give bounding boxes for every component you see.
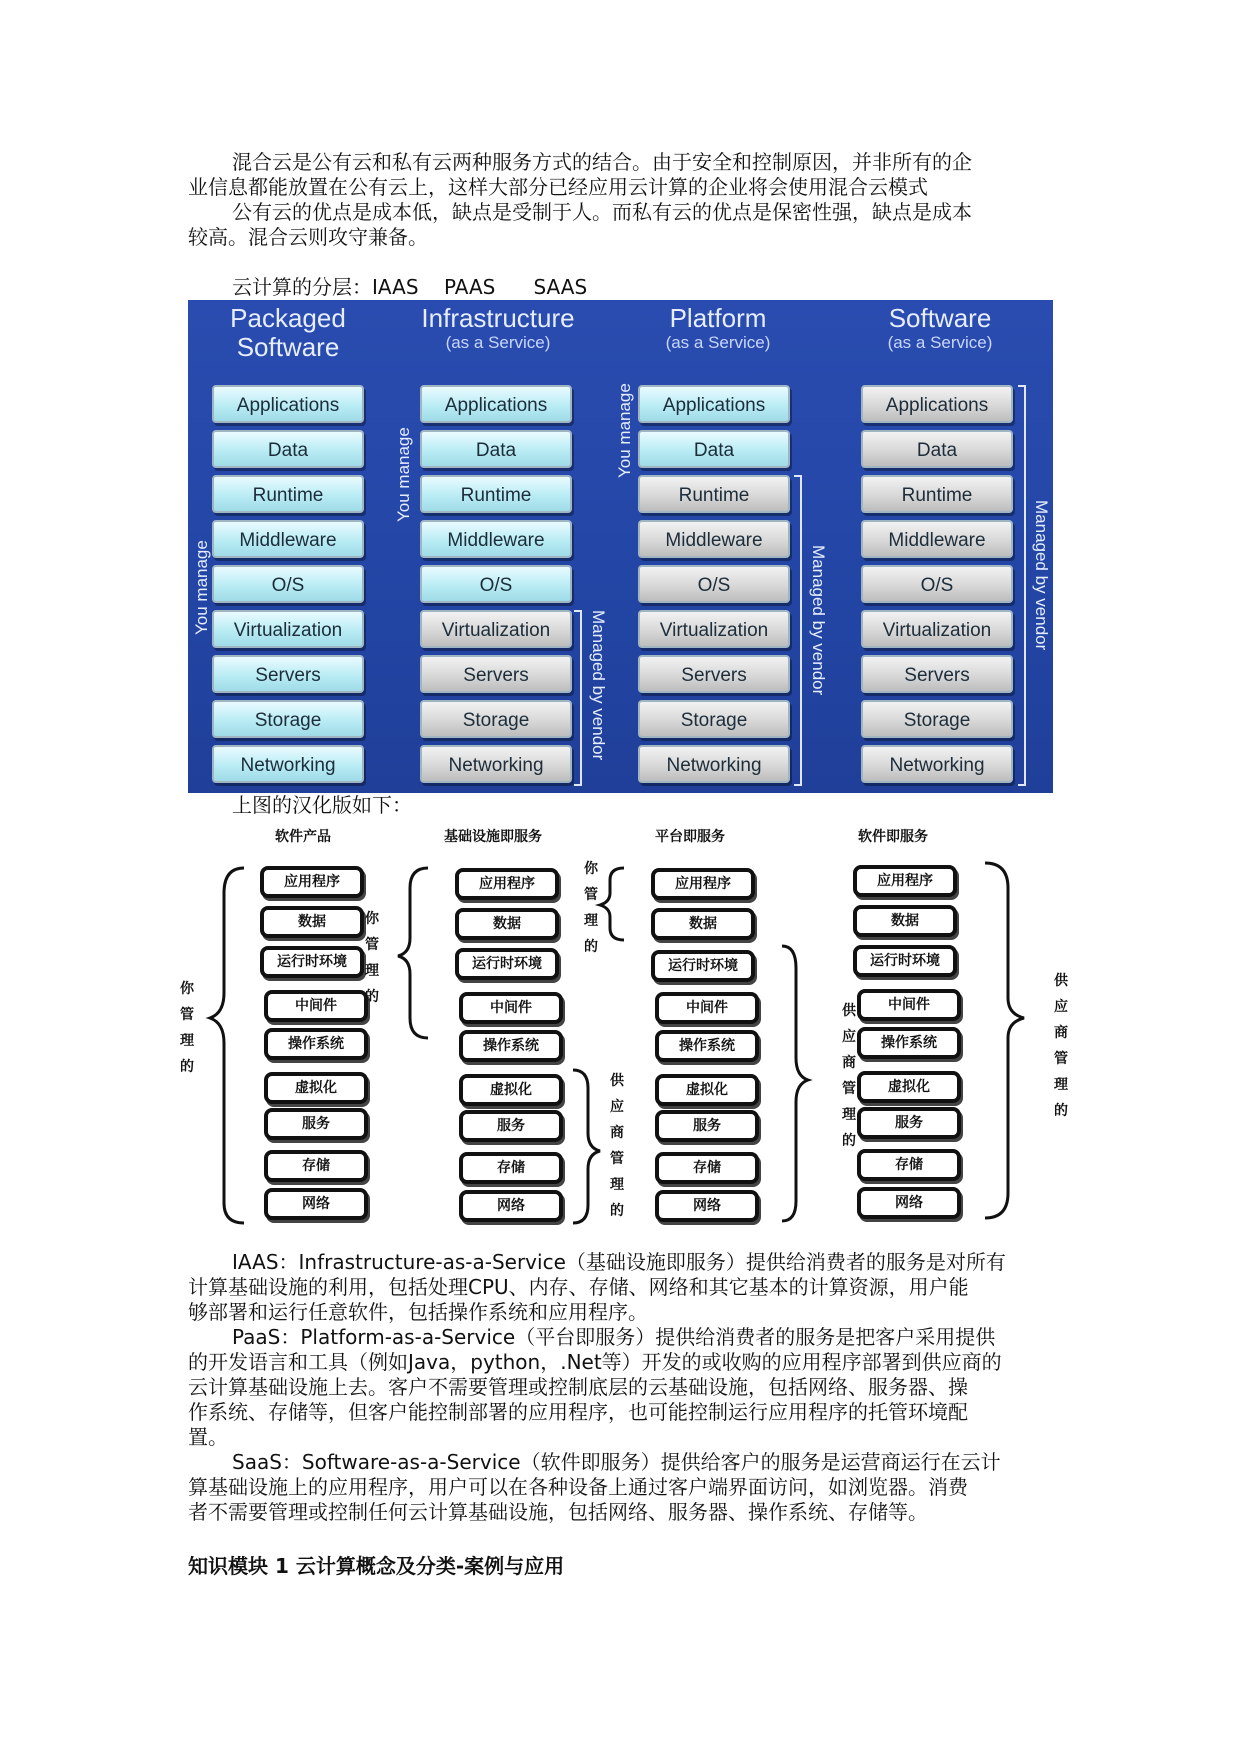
layer-box-cn: 网络	[857, 1187, 961, 1219]
column-title: Software	[236, 332, 340, 362]
column-heading-iaas	[378, 304, 618, 353]
diagram-caption	[188, 793, 1053, 818]
layer-box-cn: 服务	[857, 1107, 961, 1139]
managed-by-vendor-label: Managed by vendor	[1032, 500, 1051, 651]
layer-box-cn: 存储	[857, 1149, 961, 1181]
layer-box-cn: 存储	[655, 1152, 759, 1184]
cn-column-heading: 基础设施即服务	[444, 829, 542, 845]
brace-left	[600, 868, 624, 940]
layer-box-cn: 数据	[651, 908, 755, 940]
column-title: Infrastructure	[421, 303, 575, 333]
layer-box-cn: 操作系统	[857, 1027, 961, 1059]
layers-line	[188, 275, 1053, 300]
layer-box-cn: 运行时环境	[853, 945, 957, 977]
layer-box: Applications	[420, 385, 572, 423]
cn-column-heading: 软件产品	[275, 829, 331, 845]
paas-description	[188, 1325, 1053, 1450]
layer-box-cn: 服务	[459, 1110, 563, 1142]
layer-box: Applications	[638, 385, 790, 423]
text-line: 云计算基础设施上去。客户不需要管理或控制底层的云基础设施，包括网络、服务器、操	[188, 1375, 968, 1399]
layer-box-cn: 存储	[459, 1152, 563, 1184]
layer-box-cn: 应用程序	[853, 865, 957, 897]
layer-box-cn: 操作系统	[459, 1030, 563, 1062]
layer-box-cn: 服务	[655, 1110, 759, 1142]
cloud-layers-diagram-chinese	[180, 818, 1068, 1238]
layer-box-cn: 服务	[264, 1108, 368, 1140]
layer-box: Data	[861, 430, 1013, 468]
layer-box-cn: 数据	[260, 906, 364, 938]
vendor-manage-label-cn: 供应商管理的	[1054, 973, 1068, 1119]
layer-box: Data	[420, 430, 572, 468]
layer-box-cn: 中间件	[655, 992, 759, 1024]
layer-box: Storage	[212, 700, 364, 738]
layer-box: Middleware	[638, 520, 790, 558]
layer-box: Networking	[212, 745, 364, 783]
intro-paragraph-2	[188, 200, 1053, 250]
managed-by-vendor-label: Managed by vendor	[589, 610, 608, 761]
text-line: 够部署和运行任意软件，包括操作系统和应用程序。	[188, 1300, 648, 1324]
text-line: 上图的汉化版如下：	[232, 793, 412, 817]
you-manage-label: You manage	[615, 383, 634, 478]
layer-box-cn: 虚拟化	[655, 1074, 759, 1106]
layer-box-cn: 操作系统	[264, 1028, 368, 1060]
layer-box: Virtualization	[638, 610, 790, 648]
you-manage-label: You manage	[394, 427, 413, 522]
layer-box-cn: 应用程序	[455, 868, 559, 900]
layer-box: Data	[638, 430, 790, 468]
text-line: 计算基础设施的利用，包括处理CPU、内存、存储、网络和其它基本的计算资源，用户能	[188, 1275, 969, 1299]
vendor-bracket	[574, 610, 582, 786]
layer-box: Runtime	[212, 475, 364, 513]
layer-box-cn: 运行时环境	[651, 950, 755, 982]
layer-box-cn: 运行时环境	[455, 948, 559, 980]
you-manage-label-cn: 你管理的	[180, 981, 194, 1075]
layer-box-cn: 数据	[853, 905, 957, 937]
layer-box-cn: 虚拟化	[857, 1071, 961, 1103]
text-line: 置。	[188, 1425, 228, 1449]
layer-box: Data	[212, 430, 364, 468]
layer-box: Networking	[420, 745, 572, 783]
column-subtitle: (as a Service)	[445, 333, 551, 352]
cloud-layers-diagram-english	[188, 300, 1053, 793]
text-line: 作系统、存储等，但客户能控制部署的应用程序，也可能控制运行应用程序的托管环境配	[188, 1400, 968, 1424]
you-manage-label-cn: 你管理的	[365, 911, 379, 1005]
column-heading-paas	[608, 304, 828, 353]
layer-box-cn: 中间件	[459, 992, 563, 1024]
layer-box: Storage	[861, 700, 1013, 738]
brace-right	[573, 1070, 600, 1223]
vendor-manage-label-cn: 供应商管理的	[610, 1073, 624, 1219]
section-heading: 知识模块 1 云计算概念及分类-案例与应用	[188, 1554, 565, 1578]
brace-left	[210, 868, 244, 1223]
layer-box-cn: 网络	[655, 1190, 759, 1222]
brace-right	[985, 863, 1024, 1218]
layer-box: Servers	[420, 655, 572, 693]
layer-box: Runtime	[638, 475, 790, 513]
layer-box: Applications	[861, 385, 1013, 423]
brace-left	[398, 868, 428, 1038]
text-line: 云计算的分层：IAAS PAAS SAAS	[232, 275, 588, 299]
text-line: SaaS：Software-as-a-Service（软件即服务）提供给客户的服务是运营商运行在云计	[232, 1450, 1001, 1474]
text-line: 混合云是公有云和私有云两种服务方式的结合。由于安全和控制原因，并非所有的企	[232, 150, 972, 174]
layer-box-cn: 虚拟化	[459, 1074, 563, 1106]
vendor-bracket	[1018, 385, 1026, 786]
layer-box: Middleware	[861, 520, 1013, 558]
layer-box-cn: 中间件	[857, 989, 961, 1021]
layer-box: Applications	[212, 385, 364, 423]
you-manage-label-cn: 你管理的	[584, 861, 598, 955]
layer-box-cn: 存储	[264, 1150, 368, 1182]
layer-box: Virtualization	[212, 610, 364, 648]
layer-box: Networking	[861, 745, 1013, 783]
text-line: 业信息都能放置在公有云上，这样大部分已经应用云计算的企业将会使用混合云模式	[188, 175, 928, 199]
layer-box-cn: 数据	[455, 908, 559, 940]
column-heading-packaged	[188, 304, 388, 362]
iaas-description	[188, 1250, 1053, 1325]
column-title: Software	[888, 303, 992, 333]
text-line: 公有云的优点是成本低，缺点是受制于人。而私有云的优点是保密性强，缺点是成本	[232, 200, 972, 224]
text-line: 较高。混合云则攻守兼备。	[188, 225, 428, 249]
layer-box: Servers	[212, 655, 364, 693]
layer-box: Runtime	[420, 475, 572, 513]
layer-box: O/S	[212, 565, 364, 603]
layer-box: Middleware	[212, 520, 364, 558]
cn-column-heading: 软件即服务	[858, 829, 928, 845]
layer-box: Networking	[638, 745, 790, 783]
layer-box: Servers	[861, 655, 1013, 693]
layer-box-cn: 运行时环境	[260, 946, 364, 978]
layer-box: Servers	[638, 655, 790, 693]
column-subtitle: (as a Service)	[665, 333, 771, 352]
column-title: Platform	[669, 303, 767, 333]
layer-box: Storage	[420, 700, 572, 738]
layer-box-cn: 应用程序	[651, 868, 755, 900]
text-line: 算基础设施上的应用程序，用户可以在各种设备上通过客户端界面访问，如浏览器。消费	[188, 1475, 968, 1499]
layer-box: Storage	[638, 700, 790, 738]
managed-by-vendor-label: Managed by vendor	[809, 545, 828, 696]
vendor-manage-label-cn: 供应商管理的	[842, 1003, 856, 1149]
layer-box: Runtime	[861, 475, 1013, 513]
layer-box-cn: 应用程序	[260, 866, 364, 898]
layer-box: Virtualization	[861, 610, 1013, 648]
layer-box: Virtualization	[420, 610, 572, 648]
layer-box-cn: 网络	[459, 1190, 563, 1222]
layer-box-cn: 操作系统	[655, 1030, 759, 1062]
layer-box-cn: 虚拟化	[264, 1072, 368, 1104]
cn-column-heading: 平台即服务	[655, 829, 725, 845]
column-subtitle: (as a Service)	[887, 333, 993, 352]
column-title: Packaged	[230, 303, 346, 333]
layer-box-cn: 中间件	[264, 990, 368, 1022]
text-line: PaaS：Platform-as-a-Service（平台即服务）提供给消费者的服务是把客户采用提供	[232, 1325, 996, 1349]
intro-paragraph-1	[188, 150, 1053, 200]
text-line: IAAS：Infrastructure-as-a-Service（基础设施即服务）提供给消费者的服务是对所有	[232, 1250, 1006, 1274]
layer-box: O/S	[638, 565, 790, 603]
text-line: 者不需要管理或控制任何云计算基础设施，包括网络、服务器、操作系统、存储等。	[188, 1500, 928, 1524]
you-manage-label: You manage	[192, 540, 211, 635]
layer-box: Middleware	[420, 520, 572, 558]
column-heading-saas	[830, 304, 1050, 353]
saas-description	[188, 1450, 1053, 1525]
text-line: 的开发语言和工具（例如Java，python，.Net等）开发的或收购的应用程序部署到供应商的	[188, 1350, 1002, 1374]
layer-box: O/S	[420, 565, 572, 603]
layer-box-cn: 网络	[264, 1188, 368, 1220]
vendor-bracket	[794, 475, 802, 786]
brace-right	[782, 946, 808, 1221]
layer-box: O/S	[861, 565, 1013, 603]
